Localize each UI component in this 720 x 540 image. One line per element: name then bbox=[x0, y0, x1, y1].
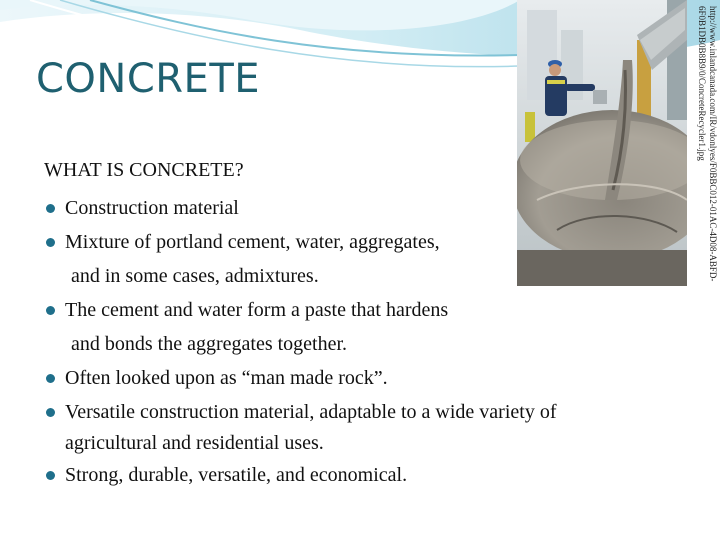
bullet-text-continuation: and bonds the aggregates together. bbox=[71, 333, 348, 355]
bullet-list bbox=[44, 191, 684, 492]
bullet-text: Versatile construction material, adaptable to a wide variety of bbox=[65, 401, 557, 423]
bullet-icon bbox=[46, 374, 55, 383]
list-item bbox=[44, 225, 684, 293]
slide-body bbox=[44, 153, 684, 492]
list-item bbox=[44, 458, 684, 492]
bullet-text: Strong, durable, versatile, and economical. bbox=[65, 464, 408, 486]
bullet-icon bbox=[46, 471, 55, 480]
bullet-icon bbox=[46, 204, 55, 213]
bullet-text-continuation: agricultural and residential uses. bbox=[65, 432, 324, 454]
bullet-icon bbox=[46, 238, 55, 247]
list-item bbox=[44, 361, 684, 395]
slide-title: CONCRETE bbox=[36, 56, 261, 102]
list-item bbox=[44, 395, 684, 458]
bullet-text-continuation: and in some cases, admixtures. bbox=[71, 265, 319, 287]
bullet-text: Mixture of portland cement, water, aggregates, bbox=[65, 231, 440, 253]
bullet-icon bbox=[46, 408, 55, 417]
image-source-url: http://www.inlandcanada.com/IR/vdonlyes/F0BBC012-01AC-4D08-ABFD-6F0B1DB0B8B9/0/ConcreteRecycler1.jpg bbox=[697, 6, 718, 282]
bullet-icon bbox=[46, 306, 55, 315]
image-source-caption bbox=[687, 0, 720, 300]
section-heading: WHAT IS CONCRETE? bbox=[44, 159, 244, 181]
list-item bbox=[44, 191, 684, 225]
bullet-text: Construction material bbox=[65, 197, 239, 219]
bullet-text: The cement and water form a paste that hardens bbox=[65, 299, 449, 321]
list-item bbox=[44, 293, 684, 361]
bullet-text: Often looked upon as “man made rock”. bbox=[65, 367, 388, 389]
